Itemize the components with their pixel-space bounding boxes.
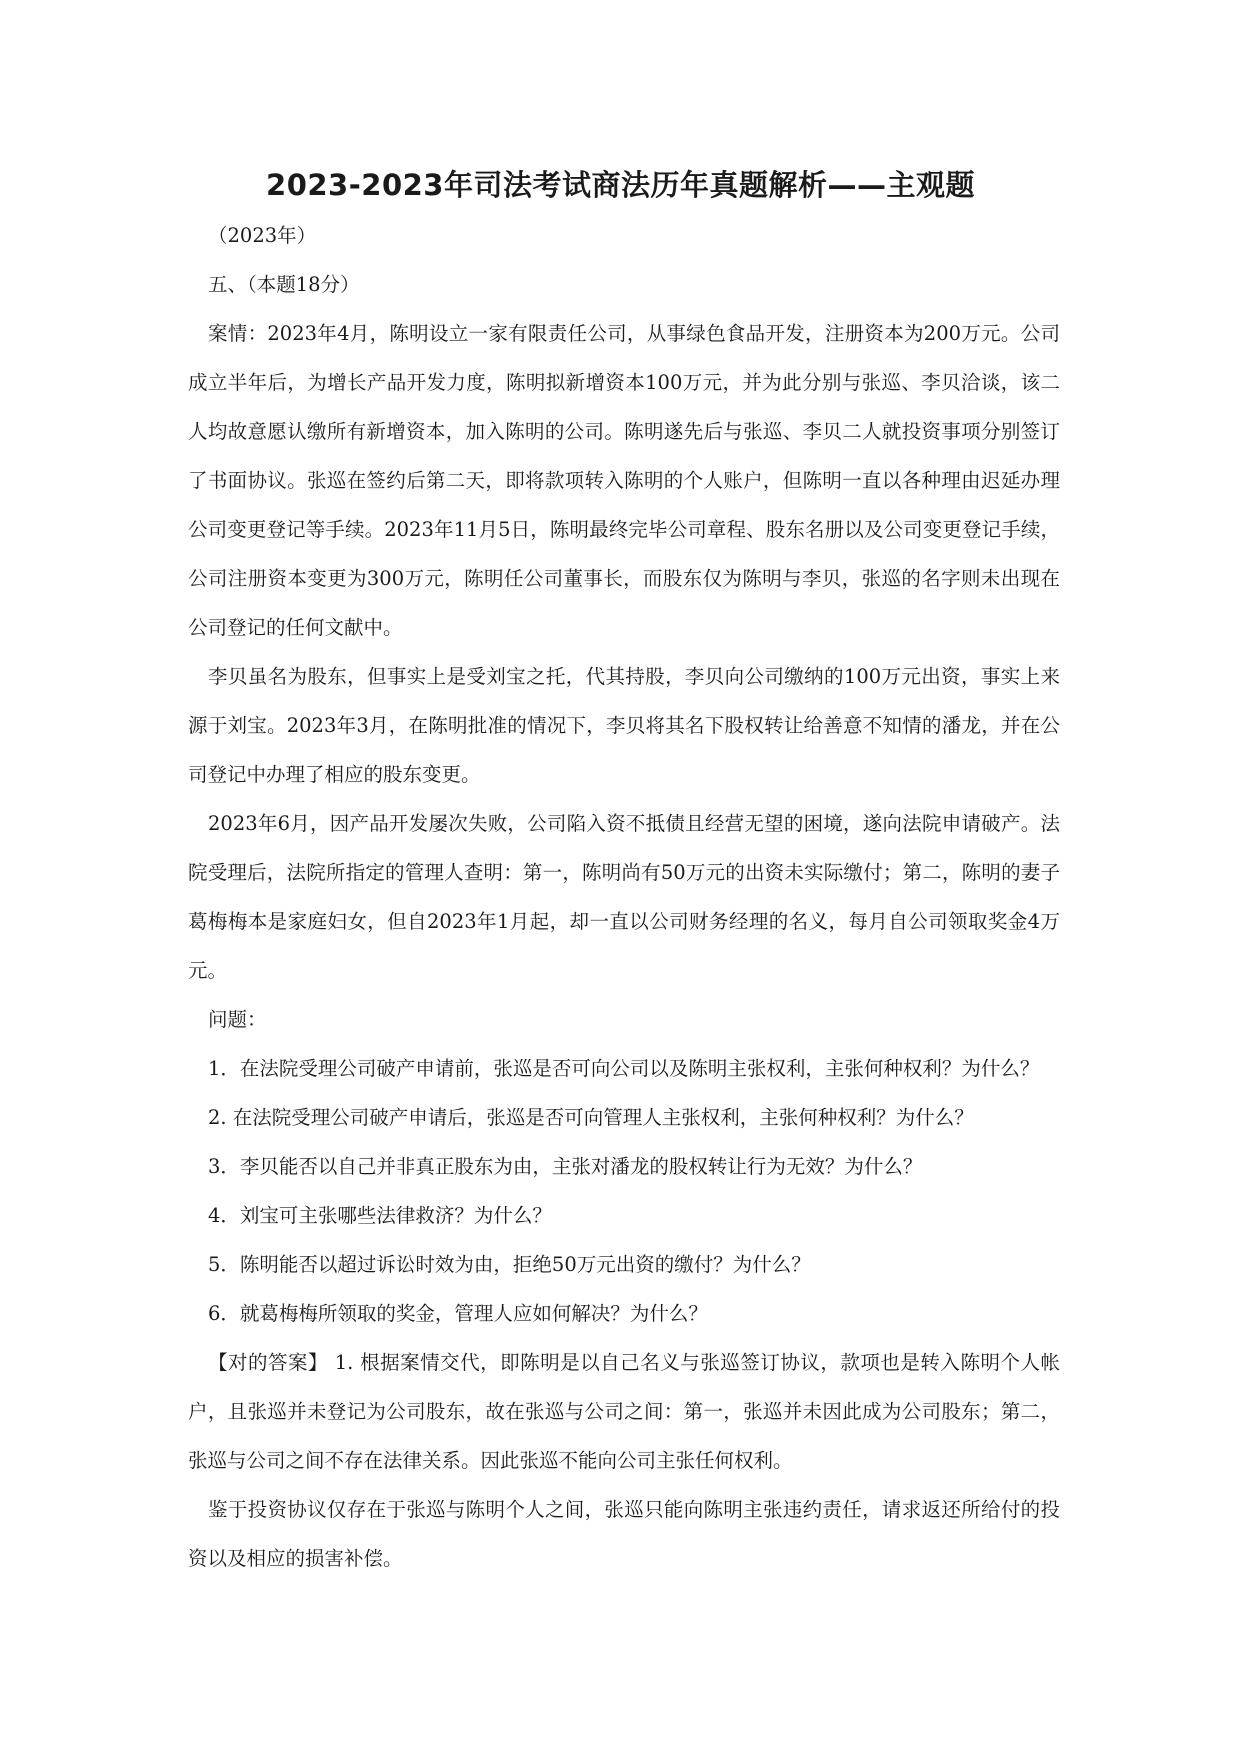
question-4: 4．刘宝可主张哪些法律救济？为什么？ [208, 1204, 552, 1227]
case-paragraph-2: 李贝虽名为股东，但事实上是受刘宝之托，代其持股，李贝向公司缴纳的100万元出资，事实上来源于刘宝。2023年3月，在陈明批准的情况下，李贝将其名下股权转让给善意不知情的潘龙，并在公司登记中办理了相应的股东变更。 [188, 665, 1060, 786]
question-header: 五、（本题18分） [208, 273, 360, 296]
document-title: 2023-2023年司法考试商法历年真题解析——主观题 [266, 168, 975, 202]
case-paragraph-1: 案情：2023年4月，陈明设立一家有限责任公司，从事绿色食品开发，注册资本为200万元。公司成立半年后，为增长产品开发力度，陈明拟新增资本100万元，并为此分别与张巡、李贝洽谈，该二人均故意愿认缴所有新增资本，加入陈明的公司。陈明遂先后与张巡、李贝二人就投资事项分别签订了书面协议。张巡在签约后第二天，即将款项转入陈明的个人账户，但陈明一直以各种理由迟延办理公司变更登记等手续。2023年11月5日，陈明最终完毕公司章程、股东名册以及公司变更登记手续，公司注册资本变更为300万元，陈明任公司董事长，而股东仅为陈明与李贝，张巡的名字则未出现在公司登记的任何文献中。 [188, 322, 1060, 639]
answer-paragraph-1: 【对的答案】 1. 根据案情交代，即陈明是以自己名义与张巡签订协议，款项也是转入陈明个人帐户，且张巡并未登记为公司股东，故在张巡与公司之间：第一，张巡并未因此成为公司股东；第二，张巡与公司之间不存在法律关系。因此张巡不能向公司主张任何权利。 [188, 1351, 1060, 1472]
year-note: （2023年） [208, 224, 317, 247]
question-6: 6．就葛梅梅所领取的奖金，管理人应如何解决？为什么？ [208, 1302, 708, 1325]
question-5: 5．陈明能否以超过诉讼时效为由，拒绝50万元出资的缴付？为什么？ [208, 1253, 811, 1276]
document-body [188, 211, 1060, 1583]
case-paragraph-3: 2023年6月，因产品开发屡次失败，公司陷入资不抵债且经营无望的困境，遂向法院申请破产。法院受理后，法院所指定的管理人查明：第一，陈明尚有50万元的出资未实际缴付；第二，陈明的妻子葛梅梅本是家庭妇女，但自2023年1月起，却一直以公司财务经理的名义，每月自公司领取奖金4万元。 [188, 812, 1060, 982]
answer-paragraph-2: 鉴于投资协议仅存在于张巡与陈明个人之间，张巡只能向陈明主张违约责任，请求返还所给付的投资以及相应的损害补偿。 [188, 1498, 1060, 1570]
question-3: 3．李贝能否以自己并非真正股东为由，主张对潘龙的股权转让行为无效？为什么？ [208, 1155, 923, 1178]
question-2: 2. 在法院受理公司破产申请后，张巡是否可向管理人主张权利，主张何种权利？为什么？ [208, 1106, 974, 1129]
question-1: 1．在法院受理公司破产申请前，张巡是否可向公司以及陈明主张权利，主张何种权利？为什么？ [208, 1057, 1040, 1080]
questions-heading: 问题： [208, 1008, 267, 1031]
